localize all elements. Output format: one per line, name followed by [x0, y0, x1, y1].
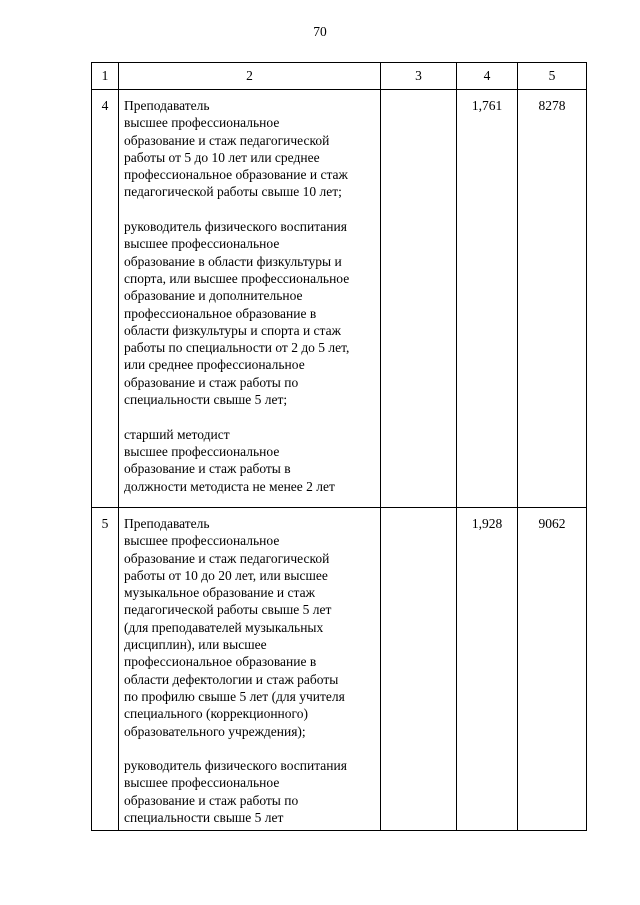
description-line: работы по специальности от 2 до 5 лет, [124, 340, 350, 356]
description-line: образование и стаж работы по [124, 374, 299, 390]
table-header-row [92, 63, 587, 90]
description-line: области физкультуры и спорта и стаж [124, 322, 341, 338]
description-line: высшее профессиональное [124, 115, 280, 131]
description-line: высшее профессиональное [124, 533, 280, 549]
description-line: педагогической работы свыше 10 лет; [124, 184, 342, 200]
column-3-cell [381, 508, 457, 831]
salary-value: 9062 [518, 508, 587, 831]
description-line: Преподаватель [124, 98, 210, 113]
description-line: или среднее профессиональное [124, 357, 305, 373]
paragraph-gap [124, 201, 376, 218]
page-number: 70 [313, 24, 327, 39]
description-line: Преподаватель [124, 516, 210, 531]
description-line: руководитель физического воспитания [124, 219, 347, 235]
description-line: дисциплин), или высшее [124, 637, 267, 653]
column-header: 3 [381, 63, 457, 90]
description-line: высшее профессиональное [124, 236, 280, 252]
row-number: 4 [92, 90, 119, 508]
description-line: образование и стаж педагогической [124, 550, 330, 566]
table-row [92, 90, 587, 508]
description-line: (для преподавателей музыкальных [124, 619, 324, 635]
description-line: высшее профессиональное [124, 775, 280, 791]
description-line: спорта, или высшее профессиональное [124, 270, 350, 286]
description-line: образование и дополнительное [124, 288, 303, 304]
description-line: профессиональное образование в [124, 654, 317, 670]
description-line: специальности свыше 5 лет [124, 810, 284, 826]
paragraph-gap [124, 740, 376, 757]
description-line: должности методиста не менее 2 лет [124, 478, 335, 494]
description-line: области дефектологии и стаж работы [124, 671, 339, 687]
position-description [119, 508, 381, 831]
description-line: специального (коррекционного) [124, 706, 308, 722]
column-header: 4 [457, 63, 518, 90]
coefficient-value: 1,761 [457, 90, 518, 508]
column-header: 1 [92, 63, 119, 90]
column-header: 2 [119, 63, 381, 90]
description-line: руководитель физического воспитания [124, 758, 347, 774]
description-line: профессиональное образование в [124, 305, 317, 321]
qualification-table [91, 62, 587, 831]
description-line: профессиональное образование и стаж [124, 167, 348, 183]
column-3-cell [381, 90, 457, 508]
description-line: образование и стаж работы в [124, 461, 291, 477]
row-number: 5 [92, 508, 119, 831]
description-line: специальности свыше 5 лет; [124, 392, 288, 408]
description-line: педагогической работы свыше 5 лет [124, 602, 332, 618]
column-header: 5 [518, 63, 587, 90]
salary-value: 8278 [518, 90, 587, 508]
description-line: по профилю свыше 5 лет (для учителя [124, 688, 345, 704]
table-row [92, 508, 587, 831]
description-line: образовательного учреждения); [124, 723, 306, 739]
description-line: образование и стаж работы по [124, 792, 299, 808]
description-line: высшее профессиональное [124, 443, 280, 459]
position-description [119, 90, 381, 508]
description-line: работы от 5 до 10 лет или среднее [124, 149, 320, 165]
description-line: образование в области физкультуры и [124, 253, 342, 269]
coefficient-value: 1,928 [457, 508, 518, 831]
paragraph-gap [124, 408, 376, 425]
description-line: старший методист [124, 426, 230, 442]
description-line: образование и стаж педагогической [124, 132, 330, 148]
description-line: музыкальное образование и стаж [124, 585, 315, 601]
description-line: работы от 10 до 20 лет, или высшее [124, 567, 328, 583]
